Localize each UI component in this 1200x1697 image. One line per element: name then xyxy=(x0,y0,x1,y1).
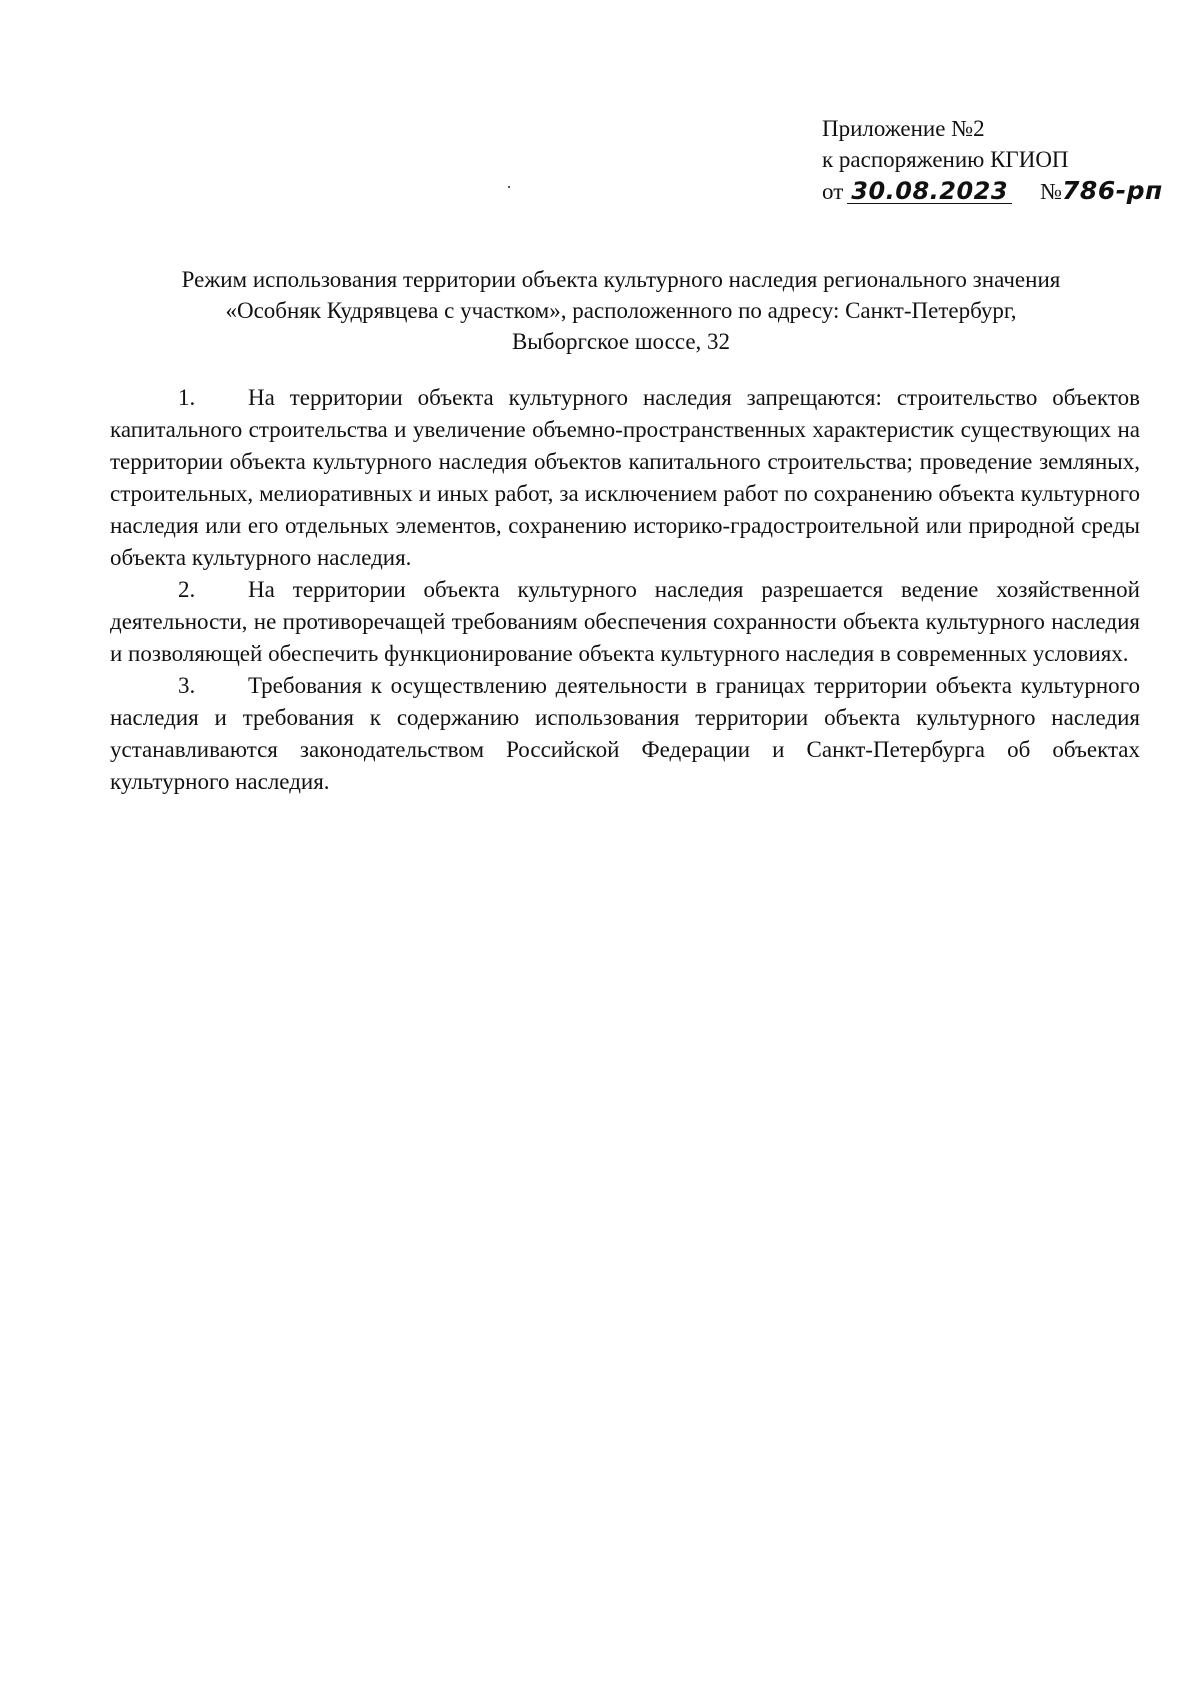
paragraph-number: 2. xyxy=(178,577,196,602)
document-title xyxy=(110,264,1132,357)
handwritten-date: 30.08.2023 xyxy=(847,179,1012,204)
appendix-label: Приложение №2 xyxy=(822,116,985,141)
paragraph-number: 1. xyxy=(178,385,196,410)
number-prefix: № xyxy=(1040,179,1063,204)
date-prefix: от xyxy=(822,179,844,204)
document-body xyxy=(110,382,1140,798)
paragraph-text: На территории объекта культурного наследия запрещаются: строительство объектов капитального строительства и увеличение объемно-пространственных характеристик существующих на территории объекта культурного наследия объектов капитального строительства; проведение земляных, строительных, мелиоративных и иных работ, за исключением работ по сохранению объекта культурного наследия или его отдельных элементов, сохранению историко-градостроительной или природной среды объекта культурного наследия. xyxy=(110,385,1140,570)
paragraph-text: На территории объекта культурного наследия разрешается ведение хозяйственной деятельности, не противоречащей требованиям обеспечения сохранности объекта культурного наследия и позволяющей обеспечить функционирование объекта культурного наследия в современных условиях. xyxy=(110,577,1140,666)
appendix-header xyxy=(822,113,1163,207)
paragraph-2 xyxy=(110,574,1140,670)
title-line-2: «Особняк Кудрявцева с участком», расположенного по адресу: Санкт-Петербург, xyxy=(225,298,1017,323)
paragraph-text: Требования к осуществлению деятельности в границах территории объекта культурного наследия и требования к содержанию использования территории объекта культурного наследия устанавливаются законодательством Российской Федерации и Санкт-Петербурга об объектах культурного наследия. xyxy=(110,673,1140,794)
paragraph-number: 3. xyxy=(178,673,196,698)
paragraph-1 xyxy=(110,382,1140,574)
title-line-3: Выборгское шоссе, 32 xyxy=(511,329,731,354)
appendix-order-reference: к распоряжению КГИОП xyxy=(822,147,1069,172)
appendix-date-number-line xyxy=(822,175,1163,207)
title-line-1: Режим использования территории объекта культурного наследия регионального значения xyxy=(181,267,1061,292)
scan-speck xyxy=(508,186,510,188)
handwritten-number: 786-рп xyxy=(1062,176,1163,205)
paragraph-3 xyxy=(110,670,1140,798)
